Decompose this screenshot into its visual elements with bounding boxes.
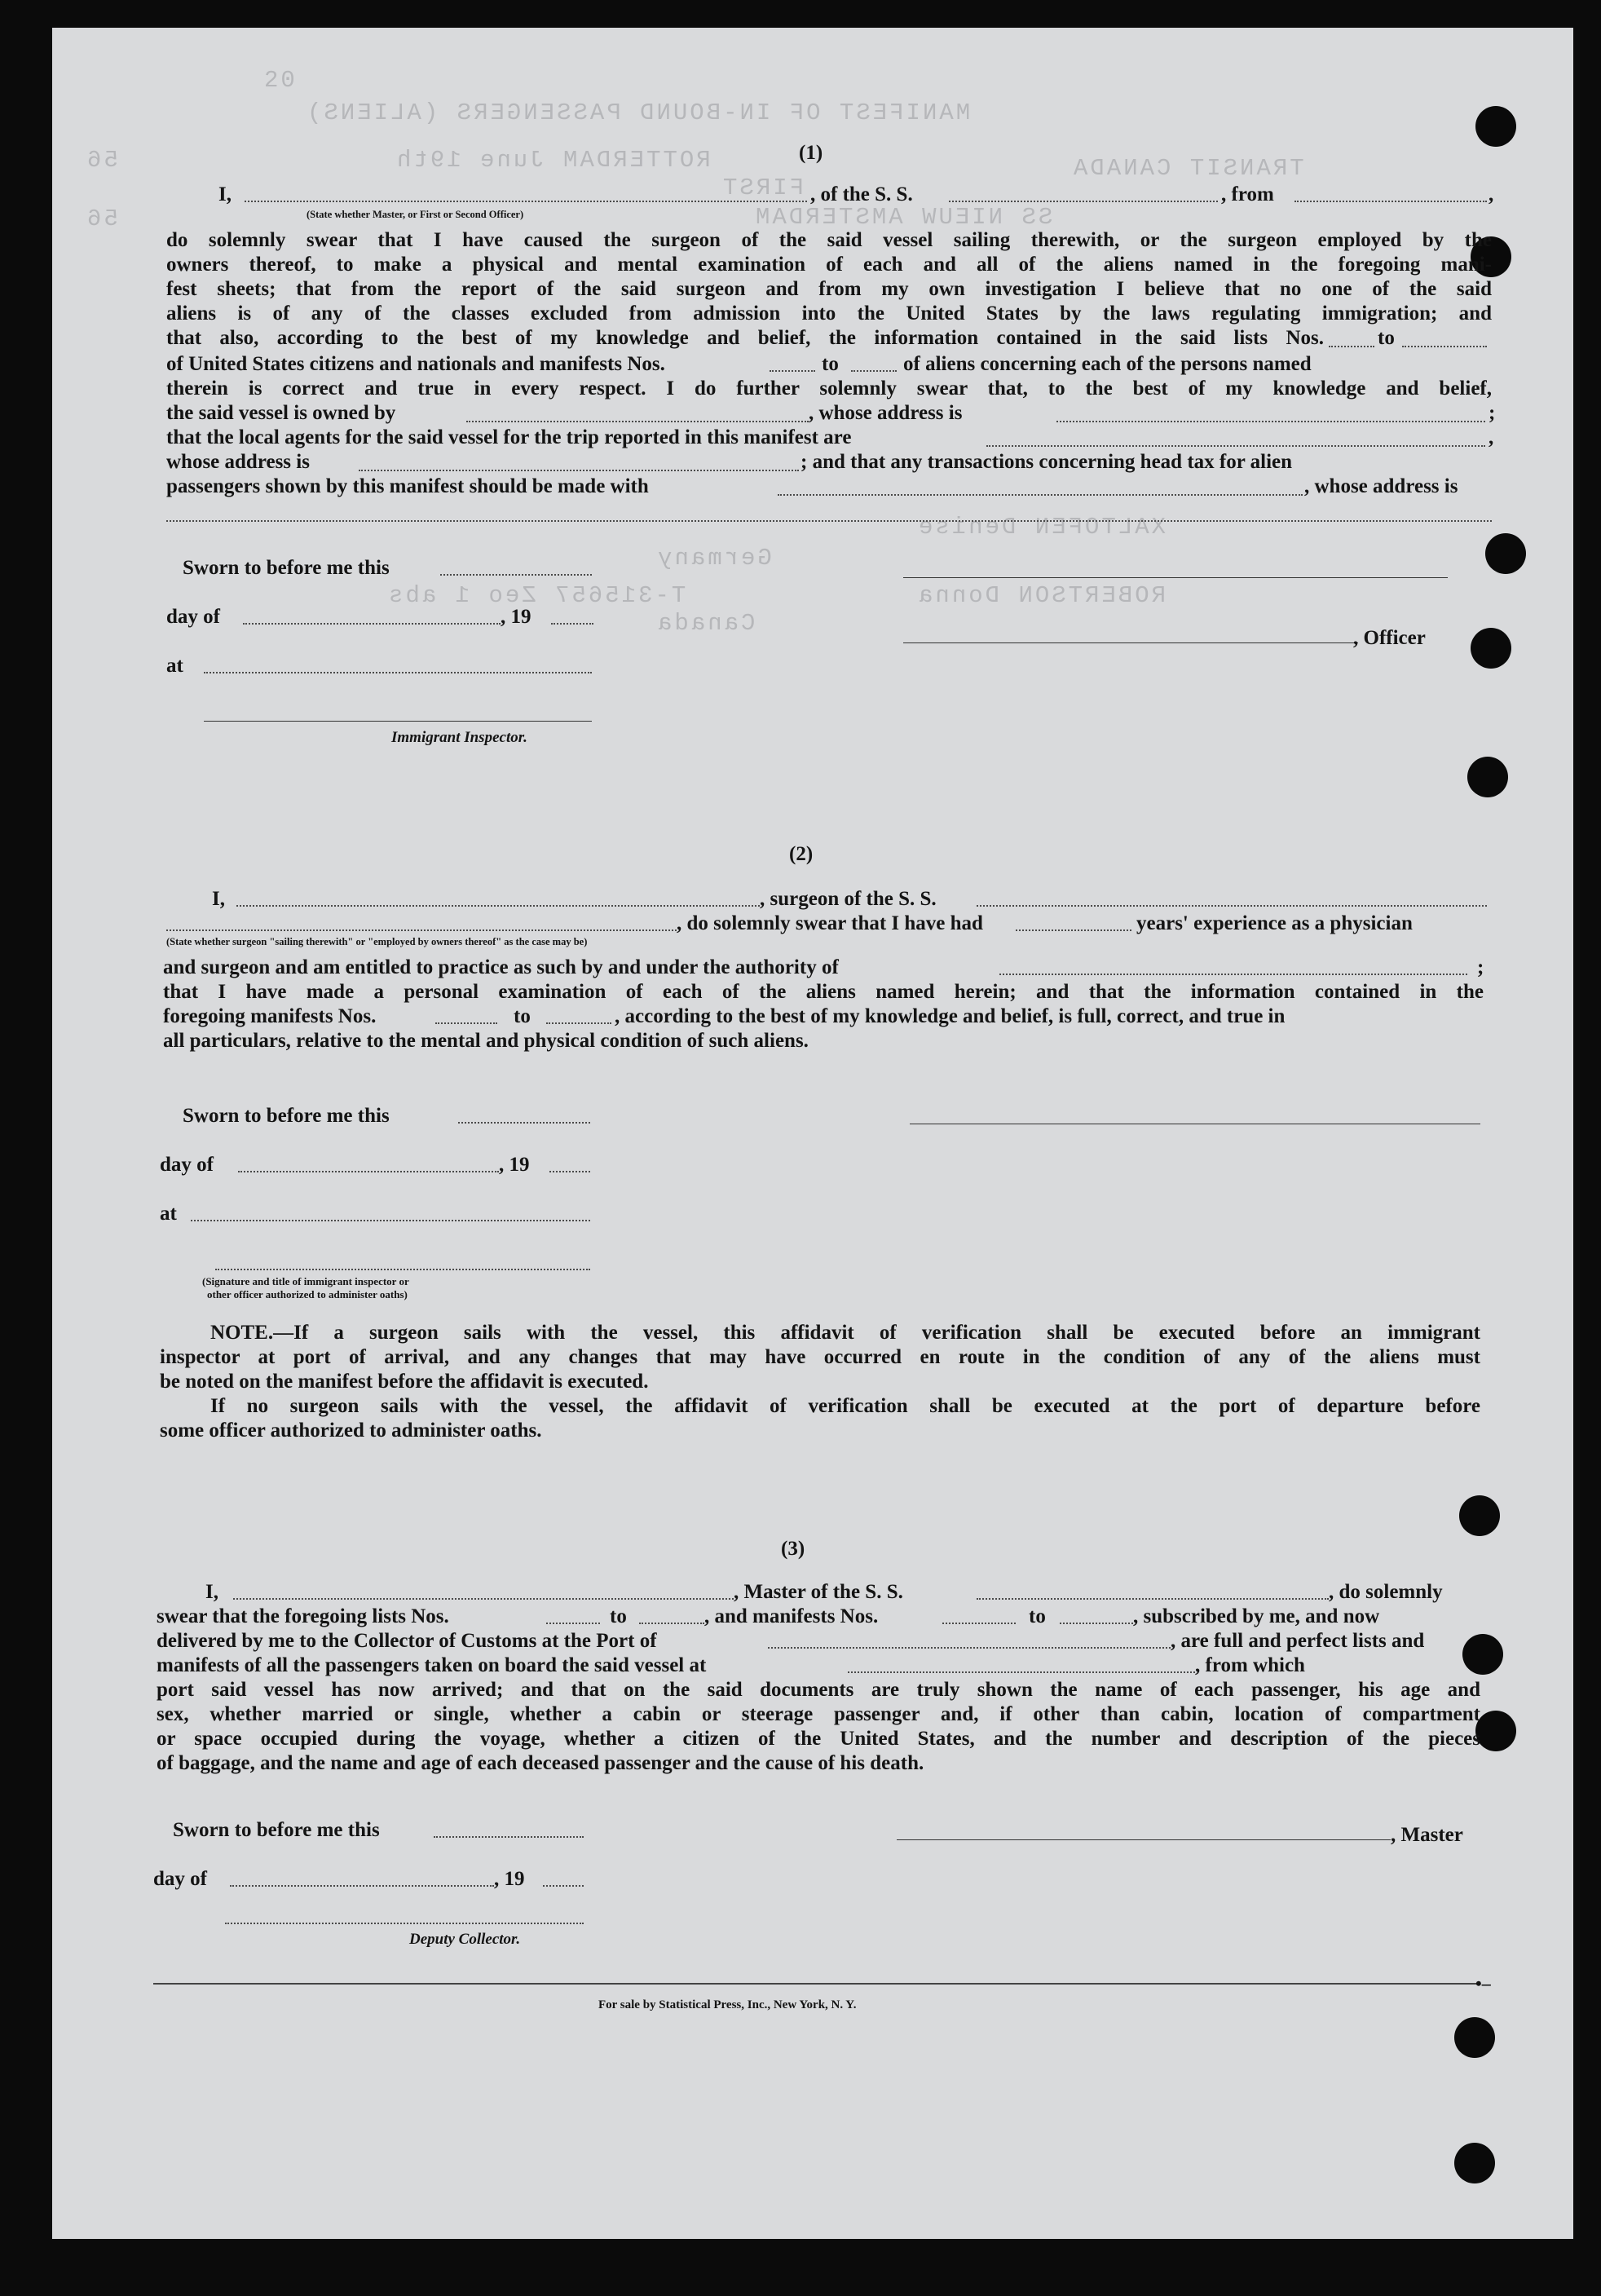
- according-text: , according to the best of my knowledge and belief, is full, correct, and true in: [615, 1005, 1286, 1027]
- signature-line[interactable]: [903, 577, 1448, 578]
- year-field[interactable]: [549, 1171, 590, 1172]
- year-field[interactable]: [543, 1885, 584, 1887]
- whose-address-label: , whose address is: [809, 402, 963, 424]
- document-page: [52, 28, 1573, 2239]
- section-1-line: the said vessel is owned by: [166, 402, 396, 424]
- to-label: to: [610, 1605, 627, 1627]
- punch-hole: [1459, 1495, 1500, 1536]
- from-label: , from: [1221, 183, 1274, 205]
- bleed-line: Canada: [655, 610, 756, 637]
- section-1-line: whose address is: [166, 451, 310, 473]
- place-field[interactable]: [204, 672, 592, 673]
- surgeon-status-note: (State whether surgeon "sailing therewith" or "employed by owners thereof" as the case may be): [166, 936, 588, 947]
- punch-hole: [1485, 533, 1526, 574]
- bleed-line: Germany: [655, 545, 772, 572]
- at-label: at: [166, 655, 183, 677]
- delivered-text: delivered by me to the Collector of Customs at the Port of: [157, 1630, 657, 1652]
- bleed-through-text: [1071, 155, 1304, 182]
- do-solemnly-text: , do solemnly: [1329, 1581, 1443, 1603]
- punch-hole: [1454, 2143, 1495, 2183]
- year-label: , 19: [494, 1868, 525, 1890]
- whose-address-label: , whose address is: [1304, 475, 1458, 497]
- lists-from-field[interactable]: [1329, 346, 1374, 347]
- section-1-line: of United States citizens and nationals and manifests Nos.: [166, 353, 665, 375]
- month-field[interactable]: [238, 1171, 499, 1172]
- port-field[interactable]: [768, 1647, 1171, 1649]
- to-label: to: [1378, 327, 1395, 349]
- footer-rule: [153, 1983, 1480, 1985]
- bleed-through-text: [753, 204, 1052, 231]
- section-1-line: that also, according to the best of my knowledge and belief, the information contained in the said lists Nos.: [166, 327, 1324, 349]
- section-3-line: sex, whether married or single, whether a cabin or steerage passenger and, if other than cabin, location of compartment: [157, 1703, 1480, 1725]
- section-2-line: and surgeon and am entitled to practice as such by and under the authority of: [163, 956, 839, 978]
- section-1-number: (1): [799, 142, 823, 164]
- punch-hole: [1454, 2017, 1495, 2058]
- semicolon: ;: [1477, 956, 1484, 978]
- section-1-line: therein is correct and true in every respect. I do further solemnly swear that, to the best of my knowledge and belief,: [166, 378, 1492, 400]
- bleed-line: 20: [264, 67, 298, 94]
- authority-field[interactable]: [999, 974, 1467, 975]
- punch-hole: [1467, 757, 1508, 797]
- place-field[interactable]: [191, 1220, 590, 1221]
- manifests-to-field[interactable]: [851, 370, 897, 372]
- section-1-line: do solemnly swear that I have caused the surgeon of the said vessel sailing therewith, or the surgeon employed by the: [166, 229, 1492, 251]
- bleed-through-text: [721, 174, 804, 201]
- agents-address-field[interactable]: [359, 470, 799, 471]
- owner-address-field[interactable]: [1056, 421, 1485, 422]
- owner-field[interactable]: [466, 421, 809, 422]
- master-label: , Master: [1391, 1824, 1463, 1846]
- to-label: to: [822, 353, 839, 375]
- sworn-label: Sworn to before me this: [173, 1819, 380, 1841]
- manifests-to-field[interactable]: [1060, 1623, 1133, 1624]
- officer-name-field[interactable]: [245, 201, 807, 202]
- years-field[interactable]: [1016, 929, 1131, 931]
- swear-text: , do solemnly swear that I have had: [677, 912, 983, 934]
- deputy-signature-field[interactable]: [225, 1923, 584, 1924]
- day-of-label: day of: [153, 1868, 207, 1890]
- note-line: [210, 1321, 1480, 1346]
- month-field[interactable]: [243, 623, 501, 625]
- oath-i: I,: [205, 1581, 218, 1603]
- day-of-label: day of: [166, 606, 220, 628]
- head-tax-text: ; and that any transactions concerning head tax for alien: [800, 451, 1293, 473]
- note-line: If no surgeon sails with the vessel, the affidavit of verification shall be executed at the port of departure before: [210, 1395, 1480, 1417]
- sworn-day-field[interactable]: [440, 574, 592, 576]
- note-line: be noted on the manifest before the affidavit is executed.: [160, 1371, 649, 1393]
- master-of-label: , Master of the S. S.: [734, 1581, 903, 1603]
- section-3-line: port said vessel has now arrived; and that on the said documents are truly shown the name of each passenger, his age and: [157, 1679, 1480, 1701]
- surgeon-of-label: , surgeon of the S. S.: [760, 888, 937, 910]
- note-text: —If a surgeon sails with the vessel, this affidavit of verification shall be executed before an immigrant: [273, 1322, 1480, 1344]
- punch-hole: [1475, 106, 1516, 147]
- note-label: NOTE.: [210, 1322, 274, 1344]
- of-aliens-text: of aliens concerning each of the persons named: [903, 353, 1312, 375]
- lists-to-field[interactable]: [639, 1623, 704, 1624]
- from-which-text: , from which: [1195, 1654, 1305, 1676]
- full-perfect-text: , are full and perfect lists and: [1171, 1630, 1425, 1652]
- bleed-through-text: [395, 147, 711, 174]
- bleed-line: SS NIEUW AMSTERDAM: [753, 204, 1053, 231]
- master-signature-line[interactable]: [897, 1839, 1391, 1840]
- section-3-line: or space occupied during the voyage, whether a citizen of the United States, and the number and description of the pieces: [157, 1728, 1480, 1750]
- section-1-line: passengers shown by this manifest should be made with: [166, 475, 649, 497]
- month-field[interactable]: [230, 1885, 494, 1887]
- bleed-through-text: [85, 205, 118, 232]
- officer-signature-line[interactable]: [903, 642, 1358, 643]
- manifests-to-field[interactable]: [546, 1022, 611, 1024]
- experience-text: years' experience as a physician: [1136, 912, 1413, 934]
- punch-hole: [1462, 1634, 1503, 1675]
- oath-i: I,: [218, 183, 232, 205]
- punch-hole: [1475, 1711, 1516, 1751]
- footer-text: For sale by Statistical Press, Inc., New York, N. Y.: [598, 1998, 857, 2011]
- agents-field[interactable]: [986, 445, 1485, 447]
- lists-to-field[interactable]: [1402, 346, 1487, 347]
- bleed-line: FIRST: [721, 174, 805, 201]
- to-label: to: [514, 1005, 531, 1027]
- surgeon-status-field[interactable]: [166, 929, 677, 931]
- section-2-line: that I have made a personal examination of each of the aliens named herein; and that the information contained in the: [163, 981, 1484, 1003]
- surgeon-name-field[interactable]: [236, 905, 760, 907]
- oath-i: I,: [212, 888, 225, 910]
- trailing-comma: ,: [1489, 183, 1494, 205]
- bleed-through-text: [655, 545, 772, 572]
- year-label: , 19: [499, 1154, 530, 1176]
- officer-label: , Officer: [1353, 627, 1426, 649]
- section-1-line: fest sheets; that from the report of the said surgeon and from my own investigation I believe that no one of the said: [166, 278, 1492, 300]
- punch-hole: [1471, 628, 1511, 669]
- of-ss-label: , of the S. S.: [810, 183, 913, 205]
- from-port-field[interactable]: [1294, 201, 1487, 202]
- bleed-through-text: [264, 67, 298, 94]
- section-2-line: all particulars, relative to the mental and physical condition of such aliens.: [163, 1030, 809, 1052]
- note-line: inspector at port of arrival, and any changes that may have occurred en route in the condition of any of the aliens must: [160, 1346, 1480, 1368]
- manifests-from-field[interactable]: [770, 370, 815, 372]
- bleed-line: TRANSIT CANADA: [1071, 155, 1304, 182]
- vessel-name-field[interactable]: [949, 201, 1218, 202]
- head-tax-address-field[interactable]: [166, 520, 1492, 522]
- section-1-line: aliens is of any of the classes excluded from admission into the United States by the laws regulating immigration; and: [166, 302, 1492, 325]
- year-field[interactable]: [551, 623, 593, 625]
- sworn-day-field[interactable]: [434, 1836, 584, 1838]
- to-label: to: [1029, 1605, 1046, 1627]
- bleed-line: ROTTERDAM June 19th: [395, 147, 711, 174]
- margin-mark: •–: [1475, 1973, 1491, 1994]
- bleed-through-text: [305, 99, 970, 126]
- bleed-through-text: [916, 514, 1166, 541]
- bleed-line: ROBERTSON Donna: [916, 582, 1167, 609]
- officer-rank-note: (State whether Master, or First or Second Officer): [307, 209, 524, 220]
- year-label: , 19: [501, 606, 531, 628]
- bleed-through-text: [655, 610, 755, 637]
- inspector-signature-field[interactable]: [215, 1269, 590, 1270]
- bleed-line: MANIFEST OF IN-BOUND PASSENGERS (ALIENS): [305, 99, 971, 126]
- section-2-number: (2): [789, 843, 814, 865]
- boarding-port-field[interactable]: [848, 1671, 1195, 1673]
- manifests-from-field[interactable]: [942, 1623, 1016, 1624]
- sworn-label: Sworn to before me this: [183, 557, 390, 579]
- bleed-through-text: [85, 147, 118, 174]
- section-1-line: that the local agents for the said vessel for the trip reported in this manifest are: [166, 426, 852, 448]
- and-manifests-text: , and manifests Nos.: [704, 1605, 879, 1627]
- section-1-line: owners thereof, to make a physical and mental examination of each and all of the aliens named in the foregoing mani-: [166, 254, 1492, 276]
- bleed-line: 56: [85, 205, 118, 232]
- master-vessel-field[interactable]: [977, 1598, 1329, 1600]
- inspector-label: Immigrant Inspector.: [391, 729, 527, 746]
- sworn-label: Sworn to before me this: [183, 1105, 390, 1127]
- manifests-all-text: manifests of all the passengers taken on board the said vessel at: [157, 1654, 707, 1676]
- swear-lists-text: swear that the foregoing lists Nos.: [157, 1605, 449, 1627]
- master-name-field[interactable]: [233, 1598, 734, 1600]
- surgeon-vessel-field[interactable]: [977, 905, 1487, 907]
- section-3-number: (3): [781, 1538, 805, 1560]
- trailing-comma: ,: [1489, 426, 1494, 448]
- deputy-label: Deputy Collector.: [409, 1931, 521, 1948]
- bleed-line: 56: [85, 147, 118, 174]
- signature-note: (Signature and title of immigrant inspector or: [202, 1275, 409, 1287]
- bleed-line: XALTOFEN Denise: [916, 514, 1167, 541]
- subscribed-text: , subscribed by me, and now: [1133, 1605, 1380, 1627]
- head-tax-party-field[interactable]: [778, 494, 1303, 496]
- note-line: some officer authorized to administer oaths.: [160, 1420, 542, 1442]
- inspector-signature-line[interactable]: [204, 721, 592, 722]
- bleed-line: T-315657 Zeo 1 abs: [386, 582, 686, 609]
- lists-from-field[interactable]: [546, 1623, 600, 1624]
- semicolon: ;: [1489, 402, 1496, 424]
- bleed-through-text: [386, 582, 686, 609]
- signature-note: other officer authorized to administer oaths): [207, 1288, 408, 1300]
- day-of-label: day of: [160, 1154, 214, 1176]
- bleed-through-text: [916, 582, 1166, 609]
- section-3-line: of baggage, and the name and age of each deceased passenger and the cause of his death.: [157, 1752, 924, 1774]
- manifests-from-field[interactable]: [435, 1022, 497, 1024]
- sworn-day-field[interactable]: [458, 1122, 590, 1124]
- at-label: at: [160, 1203, 177, 1225]
- section-2-line: foregoing manifests Nos.: [163, 1005, 377, 1027]
